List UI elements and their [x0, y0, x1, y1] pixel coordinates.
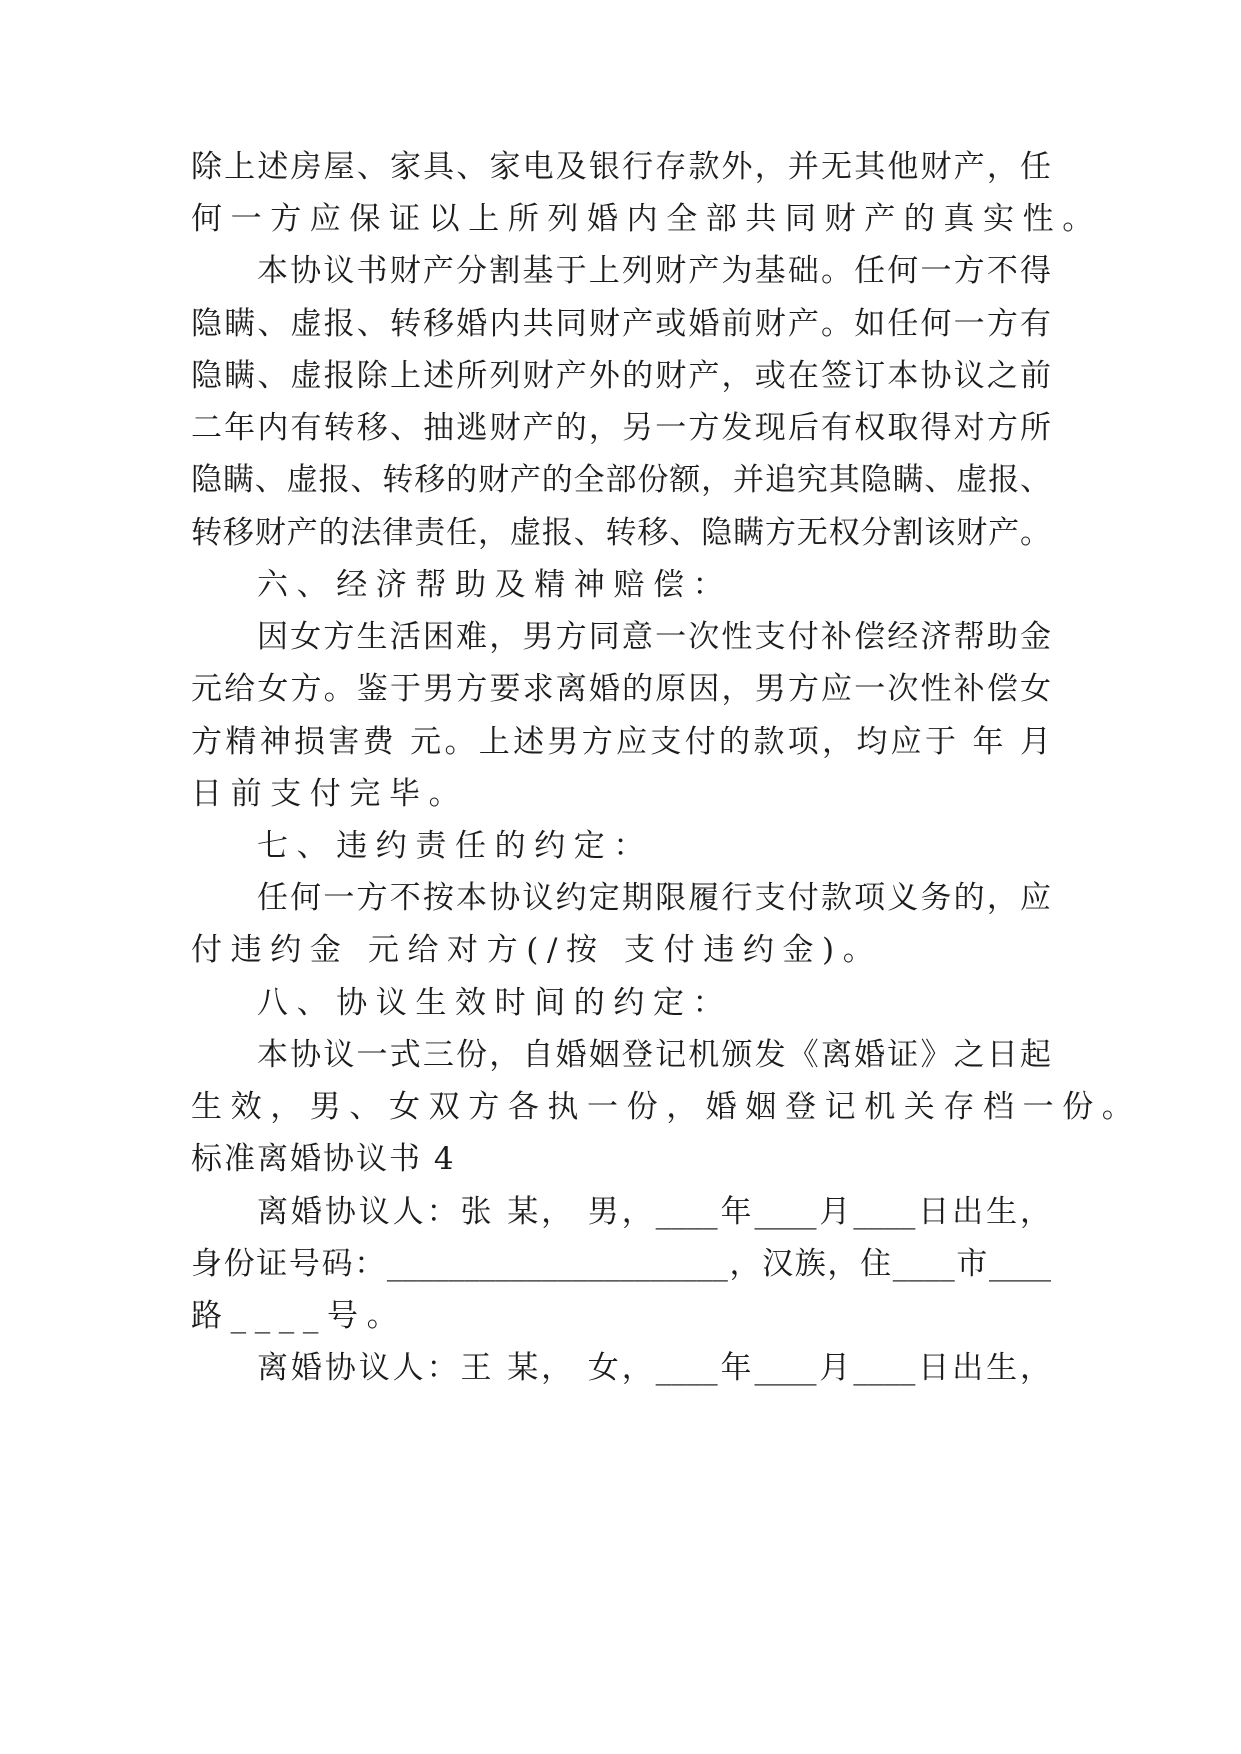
section-heading: 八、协议生效时间的约定： [257, 985, 733, 1021]
paragraph-line: 任何一方不按本协议约定期限履行支付款项义务的，应 [257, 880, 1051, 916]
section-heading: 七、违约责任的约定： [257, 828, 653, 864]
document-title: 标准离婚协议书 4 [191, 1141, 456, 1177]
paragraph-line: 离婚协议人：张 某， 男，____年____月____日出生， [257, 1194, 1051, 1230]
paragraph-line: 本协议一式三份，自婚姻登记机颁发《离婚证》之日起 [257, 1037, 1051, 1073]
paragraph-line: 二年内有转移、抽逃财产的，另一方发现后有权取得对方所 [191, 410, 1051, 446]
paragraph-line: 除上述房屋、家具、家电及银行存款外，并无其他财产，任 [191, 149, 1051, 185]
paragraph-line: 离婚协议人：王 某， 女，____年____月____日出生， [257, 1350, 1051, 1386]
paragraph-line: 路____号。 [191, 1298, 407, 1334]
paragraph-line: 隐瞒、虚报、转移的财产的全部份额，并追究其隐瞒、虚报、 [191, 462, 1051, 498]
paragraph-line: 生效，男、女双方各执一份，婚姻登记机关存档一份。 [191, 1089, 1142, 1125]
paragraph-line: 转移财产的法律责任，虚报、转移、隐瞒方无权分割该财产。 [191, 515, 1051, 551]
paragraph-line: 日前支付完毕。 [191, 776, 469, 812]
paragraph-line: 付违约金 元给对方(/按 支付违约金)。 [191, 932, 883, 968]
paragraph-line: 身份证号码：______________________，汉族，住____市____ [191, 1246, 1051, 1282]
paragraph-line: 何一方应保证以上所列婚内全部共同财产的真实性。 [191, 201, 1102, 237]
paragraph-line: 本协议书财产分割基于上列财产为基础。任何一方不得 [257, 253, 1051, 289]
paragraph-line: 方精神损害费 元。上述男方应支付的款项，均应于 年 月 [191, 724, 1051, 760]
paragraph-line: 隐瞒、虚报除上述所列财产外的财产，或在签订本协议之前 [191, 358, 1051, 394]
paragraph-line: 隐瞒、虚报、转移婚内共同财产或婚前财产。如任何一方有 [191, 306, 1051, 342]
paragraph-line: 元给女方。鉴于男方要求离婚的原因，男方应一次性补偿女 [191, 671, 1051, 707]
section-heading: 六、经济帮助及精神赔偿： [257, 567, 733, 603]
paragraph-line: 因女方生活困难，男方同意一次性支付补偿经济帮助金 [257, 619, 1051, 655]
